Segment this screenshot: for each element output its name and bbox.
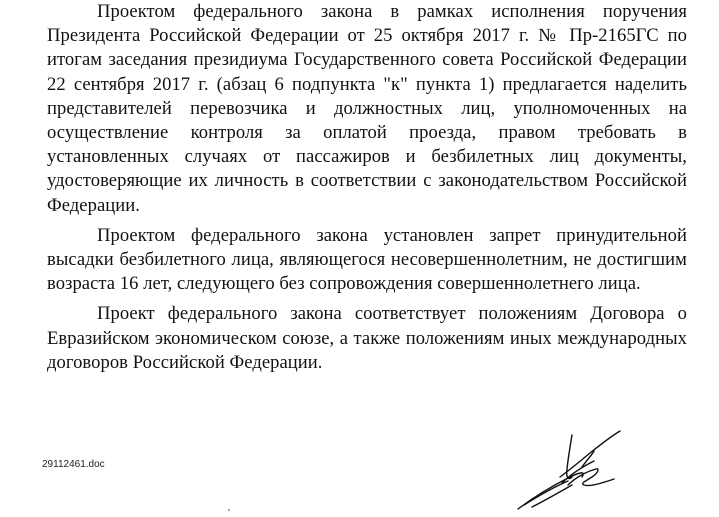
handwritten-signature-icon [510,425,640,515]
scan-speck [228,509,230,511]
file-reference: 29112461.doc [42,459,105,470]
paragraph-minor-disembarkation-ban: Проектом федерального закона установлен запрет принудительной высадки безбилетного лица, являющегося несовершеннолетним, не достигшим возраста 16 лет, следующего без сопровождения совершеннолетнего лица. [47,224,687,295]
document-body [47,0,687,375]
paragraph-international-treaties: Проект федерального закона соответствует положениям Договора о Евразийском экономическом союзе, а также положениям иных международных договоров Российской Федерации. [47,303,687,373]
paragraph-passenger-identity-documents: Проектом федерального закона в рамках исполнения поручения Президента Российской Федерации от 25 октября 2017 г. № Пр-2165ГС по итогам заседания президиума Государственного совета Российской Федерации 22 сентября 2017 г. (абзац 6 подпункта "к" пункта 1) предлагается наделить представителей перевозчика и должностных лиц, уполномоченных на осуществление контроля за оплатой проезда, правом требовать в установленных случаях от пассажиров и безбилетных лиц документы, удостоверяющие их личность в соответствии с законодательством Российской Федерации. [47,1,687,216]
